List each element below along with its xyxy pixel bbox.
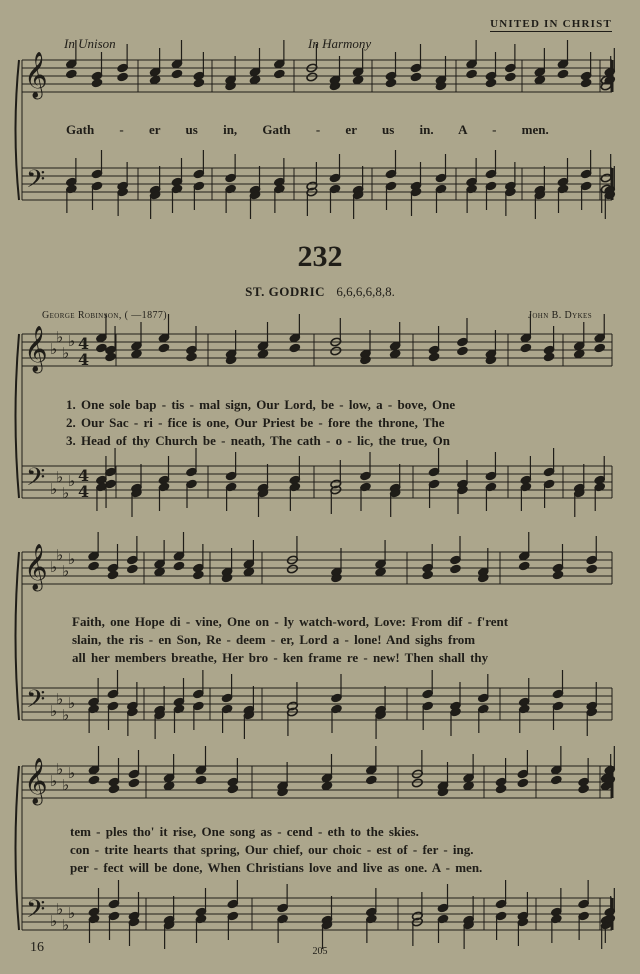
quarter-note: [117, 72, 129, 82]
quarter-note: [495, 784, 507, 794]
flat-icon: ♭: [50, 912, 58, 930]
bass-clef-icon: 𝄢: [26, 685, 46, 720]
flat-icon: ♭: [56, 900, 64, 918]
time-signature-bottom: 4: [78, 350, 90, 369]
quarter-note: [505, 72, 517, 82]
quarter-note: [410, 72, 422, 82]
quarter-note: [66, 69, 78, 79]
system-brace: [16, 60, 20, 200]
author-credit: George Robinson, ( —1877): [42, 310, 167, 321]
quarter-note: [466, 69, 478, 79]
flat-icon: ♭: [62, 776, 70, 794]
treble-clef-icon: 𝄞: [24, 758, 48, 804]
flat-icon: ♭: [50, 702, 58, 720]
quarter-note: [243, 567, 255, 577]
quarter-note: [366, 775, 378, 785]
flat-icon: ♭: [56, 468, 64, 486]
quarter-note: [518, 561, 530, 571]
half-note: [330, 346, 342, 356]
quarter-note: [321, 781, 333, 791]
in-unison-direction: In Unison: [64, 36, 116, 51]
quarter-note: [389, 349, 401, 359]
quarter-note: [171, 69, 183, 79]
quarter-note: [422, 570, 434, 580]
verse-2-line-2: slain, the ris - en Son, Re - deem - er, Lord a - lone! And sighs from: [72, 632, 476, 647]
page-number-center: 205: [312, 946, 328, 957]
verse-2-line-1: 2. Our Sac - ri - fice is one, Our Priest be - fore the throne, The: [66, 415, 445, 430]
quarter-note: [173, 561, 185, 571]
flat-icon: ♭: [62, 344, 70, 362]
quarter-note: [257, 349, 269, 359]
time-signature-top: 4: [78, 466, 90, 485]
verse-1-line-3: tem - ples tho' it rise, One song as - cend - eth to the skies.: [70, 824, 419, 839]
meter: 6,6,6,6,8,8.: [336, 284, 395, 299]
verse-2-line-3: con - trite hearts that spring, Our chief, our choic - est of - fer - ing.: [70, 842, 474, 857]
quarter-note: [573, 349, 585, 359]
flat-icon: ♭: [62, 706, 70, 724]
treble-clef-icon: 𝄞: [24, 544, 48, 590]
quarter-note: [227, 784, 239, 794]
verse-3-line-2: all her members breathe, Her bro - ken frame re - new! Then shall thy: [72, 650, 489, 665]
quarter-note: [163, 781, 175, 791]
quarter-note: [534, 75, 546, 85]
quarter-note: [485, 78, 497, 88]
hymn-number: 232: [297, 240, 343, 273]
quarter-note: [107, 570, 119, 580]
bass-clef-icon: 𝄢: [26, 463, 46, 498]
quarter-note: [580, 78, 592, 88]
half-note: [306, 72, 318, 82]
flat-icon: ♭: [68, 904, 76, 922]
quarter-note: [154, 567, 166, 577]
quarter-note: [352, 75, 364, 85]
verse-1-line-1: 1. One sole bap - tis - mal sign, Our Lord, be - low, a - bove, One: [66, 397, 456, 412]
flat-icon: ♭: [50, 772, 58, 790]
quarter-note: [551, 775, 563, 785]
quarter-note: [517, 778, 529, 788]
quarter-note: [193, 570, 205, 580]
page-number-left: 16: [30, 940, 44, 955]
verse-3-line-3: per - fect will be done, When Christians love and live as one. A - men.: [70, 860, 483, 875]
quarter-note: [91, 78, 103, 88]
quarter-note: [88, 775, 100, 785]
quarter-note: [149, 75, 161, 85]
verse-1-line-2: Faith, one Hope di - vine, One on - ly watch-word, Love: From dif - f'rent: [72, 614, 509, 629]
quarter-note: [450, 564, 462, 574]
quarter-note: [457, 346, 469, 356]
quarter-note: [186, 352, 198, 362]
quarter-note: [131, 349, 143, 359]
quarter-note: [463, 781, 475, 791]
flat-icon: ♭: [68, 550, 76, 568]
flat-icon: ♭: [56, 546, 64, 564]
quarter-note: [108, 784, 120, 794]
system-brace: [16, 766, 20, 930]
time-signature-top: 4: [78, 334, 90, 353]
quarter-note: [385, 78, 397, 88]
bass-clef-icon: 𝄢: [26, 895, 46, 930]
flat-icon: ♭: [50, 558, 58, 576]
flat-icon: ♭: [62, 484, 70, 502]
flat-icon: ♭: [68, 764, 76, 782]
tune-name: ST. GODRIC: [245, 284, 326, 299]
quarter-note: [543, 352, 555, 362]
quarter-note: [552, 570, 564, 580]
bass-clef-icon: 𝄢: [26, 165, 46, 200]
system-brace: [16, 334, 20, 498]
quarter-note: [105, 352, 117, 362]
quarter-note: [594, 343, 606, 353]
system-brace: [16, 552, 20, 720]
treble-clef-icon: 𝄞: [24, 326, 48, 372]
flat-icon: ♭: [50, 480, 58, 498]
flat-icon: ♭: [56, 690, 64, 708]
quarter-note: [289, 343, 301, 353]
time-signature-bottom: 4: [78, 482, 90, 501]
running-head: UNITED IN CHRIST: [490, 18, 612, 30]
quarter-note: [127, 564, 139, 574]
quarter-note: [520, 343, 532, 353]
half-note: [287, 564, 299, 574]
quarter-note: [428, 352, 440, 362]
flat-icon: ♭: [68, 694, 76, 712]
flat-icon: ♭: [62, 562, 70, 580]
in-harmony-direction: In Harmony: [308, 36, 372, 51]
treble-clef-icon: 𝄞: [24, 52, 48, 98]
tune-line: [0, 284, 640, 300]
quarter-note: [88, 561, 100, 571]
flat-icon: ♭: [56, 328, 64, 346]
flat-icon: ♭: [68, 472, 76, 490]
quarter-note: [578, 784, 590, 794]
flat-icon: ♭: [56, 760, 64, 778]
quarter-note: [158, 343, 170, 353]
flat-icon: ♭: [62, 916, 70, 934]
flat-icon: ♭: [68, 332, 76, 350]
quarter-note: [193, 78, 205, 88]
half-note: [412, 778, 424, 788]
quarter-note: [274, 69, 286, 79]
flat-icon: ♭: [50, 340, 58, 358]
quarter-note: [195, 775, 207, 785]
quarter-note: [375, 567, 387, 577]
quarter-note: [128, 778, 140, 788]
quarter-note: [249, 75, 261, 85]
quarter-note: [557, 69, 569, 79]
verse-3-line-1: 3. Head of thy Church be - neath, The cath - o - lic, the true, On: [66, 433, 450, 448]
quarter-note: [586, 564, 598, 574]
composer-credit: John B. Dykes: [528, 310, 592, 321]
previous-hymn-lyric: Gath - er us in, Gath - er us in. A - men.: [66, 122, 549, 137]
